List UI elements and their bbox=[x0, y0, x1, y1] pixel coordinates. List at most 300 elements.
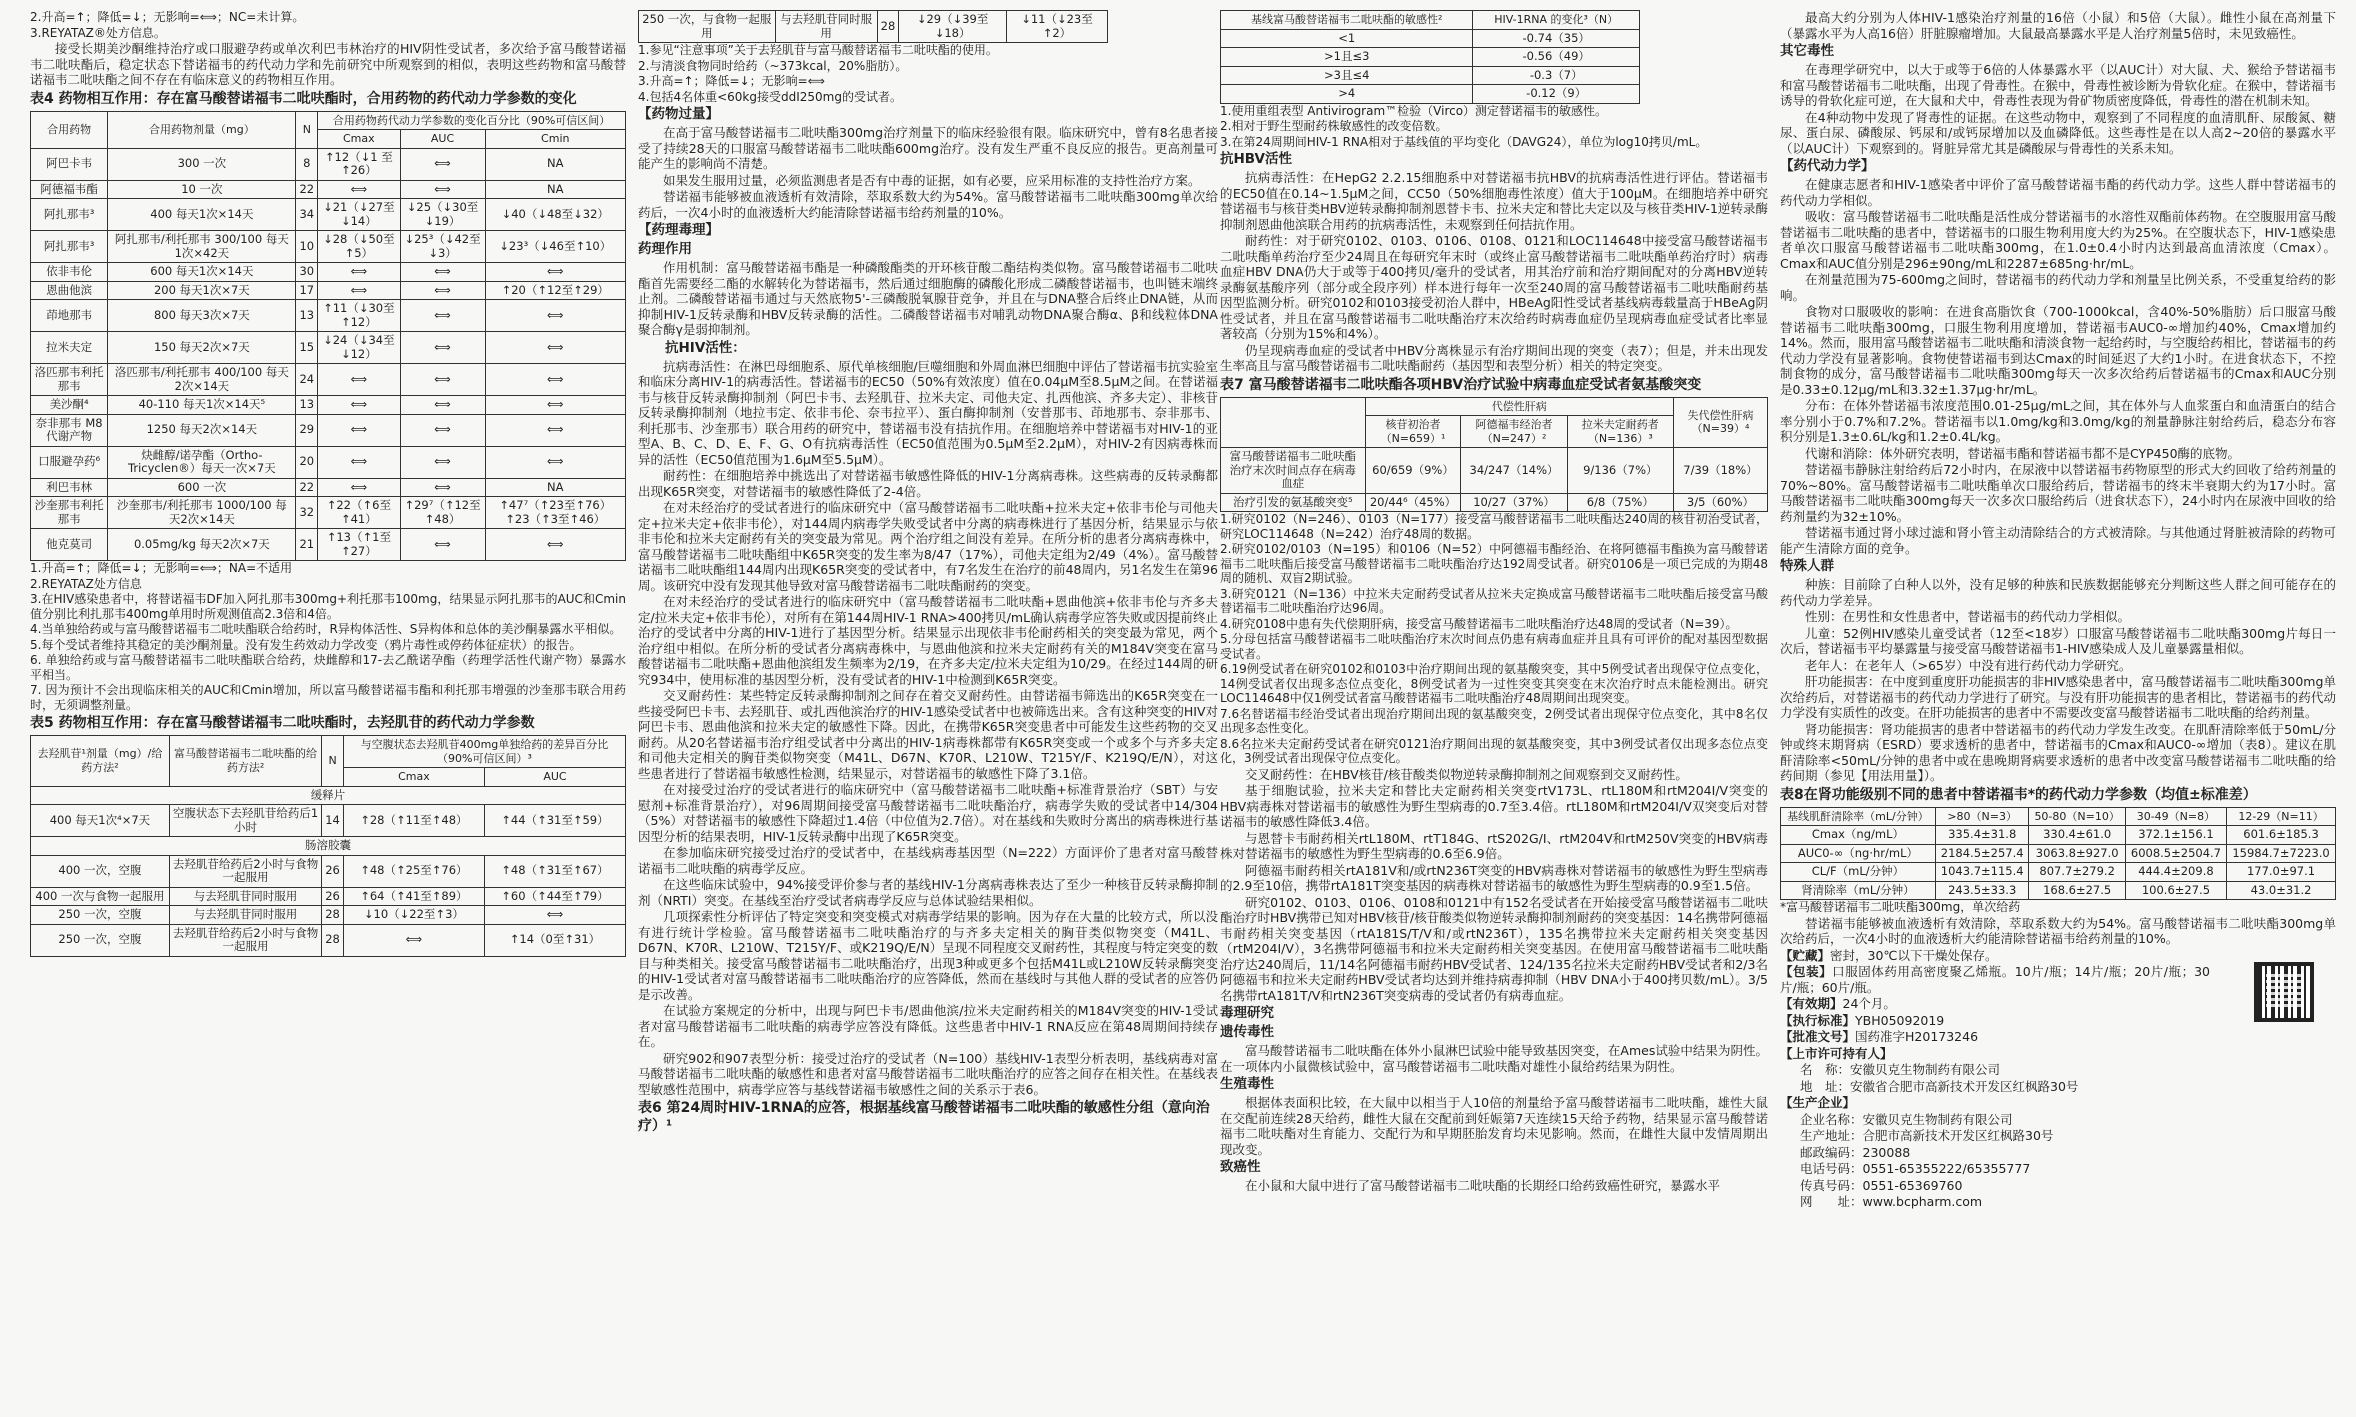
table-cell: 利巴韦林 bbox=[31, 478, 108, 497]
table-cell: CL/F（mL/分钟） bbox=[1781, 863, 1936, 882]
table-cell: 250 一次，空腹 bbox=[31, 906, 170, 925]
table-cell: 28 bbox=[877, 11, 899, 43]
table-cell: 28 bbox=[322, 924, 344, 956]
paragraph: 几项探索性分析评估了特定突变和突变模式对病毒学结果的影响。因为存在大量的比较方式，所以没有进行统计学检验。富马酸替诺福韦二吡呋酯治疗的与齐多夫定相关的胸苷类似物突变（M41L、D67N、K70R、L210W、T215Y/F、或K219Q/E/N）呈现不同程度交叉耐药性，其程度与特定突变的数目与种类相关。接受富马酸替诺福韦二吡呋酯治疗，出现3种或更多个包括M41L或L210W反转录酶突变的HIV-1受试者对富马酸替诺福韦二吡呋酯治疗的应答降低，然而在基线时与其他人群的受试者的应答仍是示改善。 bbox=[638, 909, 1218, 1002]
paragraph: 根据体表面积比较，在大鼠中以相当于人10倍的剂量给予富马酸替诺福韦二吡呋酯，雄性大鼠在交配前连续28天给药，雌性大鼠在交配前到妊娠第7天连续15天给予药物，结果显示富马酸替诺福韦二吡呋酯对生育能力、交配行为和早期胚胎发育均未见影响。然而，在雌性大鼠中发情周期出现改变。 bbox=[1220, 1095, 1768, 1157]
table-cell: 1250 每天2次×14天 bbox=[108, 414, 296, 446]
field-value: 安徽贝克生物制药有限公司 bbox=[1862, 1111, 2013, 1127]
field-label: 【贮藏】 bbox=[1780, 947, 1831, 963]
table-row bbox=[31, 855, 626, 887]
field-value: 密封，30℃以下干燥处保存。 bbox=[1830, 947, 1998, 963]
field-value: 安徽省合肥市高新技术开发区红枫路30号 bbox=[1850, 1078, 2079, 1094]
table-cell: 29 bbox=[296, 414, 318, 446]
table-cell: ↑22（↑6至↑41） bbox=[318, 497, 400, 529]
table-cell: 28 bbox=[322, 906, 344, 925]
footnote: 7. 因为预计不会出现临床相关的AUC和Cmin增加，所以富马酸替诺福韦酯和利托那韦增强的沙奎那韦联合用药时，无须调整剂量。 bbox=[30, 683, 626, 712]
field-label: 网 址： bbox=[1800, 1194, 1863, 1209]
table-row bbox=[1221, 29, 1640, 48]
package-line bbox=[1780, 964, 2210, 995]
table-cell: ↓25（↓30至↓19） bbox=[400, 199, 485, 231]
table-5-continued bbox=[638, 10, 1108, 43]
table-cell: -0.74（35） bbox=[1473, 29, 1640, 48]
field-value: YBH05092019 bbox=[1855, 1012, 1945, 1028]
table-cell: 243.5±33.3 bbox=[1935, 881, 2029, 900]
field-label: 【有效期】 bbox=[1780, 996, 1843, 1011]
paragraph: 在参加临床研究接受过治疗的受试者中，在基线病毒基因型（N=222）方面评价了患者对富马酸替诺福韦二吡呋酯的病毒学反应。 bbox=[638, 845, 1218, 876]
table-header-row bbox=[1781, 807, 2336, 826]
table-cell: 22 bbox=[296, 478, 318, 497]
table-row bbox=[1221, 493, 1768, 512]
paragraph: 老年人：在老年人（>65岁）中没有进行药代动力学研究。 bbox=[1805, 657, 2132, 673]
table-subheader: 缓释片 bbox=[31, 786, 626, 805]
footnote: 6. 单独给药或与富马酸替诺福韦二吡呋酯联合给药，炔雌醇和17-去乙酰诺孕酯（药理学活性代谢产物）暴露水平相当。 bbox=[30, 653, 626, 682]
table-cell: AUC0-∞（ng·hr/mL） bbox=[1781, 844, 1936, 863]
field-label: 传真号码： bbox=[1800, 1177, 1863, 1193]
table-cell: 14 bbox=[322, 805, 344, 837]
table-cell: 600 每天1次×14天 bbox=[108, 263, 296, 282]
subsection-heading: 其它毒性 bbox=[1780, 43, 1834, 59]
table-cell: >4 bbox=[1221, 85, 1473, 104]
table-cell: 34 bbox=[296, 199, 318, 231]
table-cell: 治疗引发的氨基酸突变⁵ bbox=[1221, 493, 1366, 512]
paragraph: 耐药性：在细胞培养中挑选出了对替诺福韦敏感性降低的HIV-1分离病毒株。这些病毒的反转录酶都出现K65R突变，对替诺福韦的敏感性降低了2-4倍。 bbox=[638, 468, 1218, 499]
table-row bbox=[31, 906, 626, 925]
table-cell: NA bbox=[485, 148, 625, 180]
table-cell: ⟺ bbox=[318, 263, 400, 282]
subsection-heading: 遗传毒性 bbox=[1220, 1024, 1274, 1040]
table-cell: ⟺ bbox=[400, 332, 485, 364]
table-cell: ⟺ bbox=[485, 332, 625, 364]
table-cell: 250 一次，空腹 bbox=[31, 924, 170, 956]
table-row bbox=[31, 529, 626, 561]
table-cell: ⟺ bbox=[400, 446, 485, 478]
table-cell: 400 每天1次⁴×7天 bbox=[31, 805, 170, 837]
table-cell: ⟺ bbox=[318, 396, 400, 415]
table-cell: ⟺ bbox=[485, 529, 625, 561]
table-cell: ⟺ bbox=[484, 906, 625, 925]
manufacturer-line bbox=[1800, 1194, 2210, 1210]
paragraph: 在毒理学研究中，以大于或等于6倍的人体暴露水平（以AUC计）对大鼠、犬、猴给予替诺福韦和富马酸替诺福韦二吡呋酯，出现了骨毒性。在猴中，骨毒性被诊断为骨软化症。在猴中，替诺福韦诱导的骨软化症可逆，在大鼠和犬中，骨毒性表现为骨矿物质密度降低，骨毒性的潜在机制未知。 bbox=[1780, 62, 2336, 108]
footnote: 2.与清淡食物同时给药（~373kcal，20%脂肪）。 bbox=[638, 58, 908, 73]
table-header: 去羟肌苷¹剂量（mg）/给药方法² bbox=[31, 736, 170, 787]
table-cell: ⟺ bbox=[400, 414, 485, 446]
table-cell: 400 每天1次×14天 bbox=[108, 199, 296, 231]
validity-line bbox=[1780, 996, 2210, 1012]
paragraph: 替诺福韦能够被血液透析有效清除，萃取系数大约为54%。富马酸替诺福韦二吡呋酯300mg单次给药后，一次4小时的血液透析大约能清除替诺福韦给药剂量的10%。 bbox=[638, 189, 1218, 220]
field-value: 国药准字H20173246 bbox=[1855, 1029, 1979, 1044]
footnote: 4.包括4名体重<60kg接受ddI250mg的受试者。 bbox=[638, 89, 902, 104]
table-row bbox=[31, 180, 626, 199]
table-cell: ↑48（↑31至↑67） bbox=[484, 855, 625, 887]
table-header: 30-49（N=8） bbox=[2125, 807, 2226, 826]
table-cell: 肾清除率（mL/分钟） bbox=[1781, 881, 1936, 900]
table-cell: ↑60（↑44至↑79） bbox=[484, 887, 625, 906]
footnote: 4.当单独给药或与富马酸替诺福韦二吡呋酯联合给药时，R异构体活性、S异构体和总体的美沙酮暴露水平相似。 bbox=[30, 622, 622, 636]
table-6-title: 表6 第24周时HIV-1RNA的应答，根据基线富马酸替诺福韦二吡呋酯的敏感性分组（意向治疗）¹ bbox=[638, 1100, 1210, 1134]
table-cell: NA bbox=[485, 180, 625, 199]
table-subheader: 肠溶胶囊 bbox=[31, 837, 626, 856]
table-header: N bbox=[322, 736, 344, 787]
field-value: 230088 bbox=[1862, 1144, 1911, 1160]
field-value: 口服固体药用高密度聚乙烯瓶。10片/瓶；14片/瓶；20片/瓶；30片/瓶；60片/瓶。 bbox=[1780, 964, 2210, 995]
table-cell: 10 bbox=[296, 231, 318, 263]
table-cell: Cmax（ng/mL） bbox=[1781, 826, 1936, 845]
table-cell: 7/39（18%） bbox=[1673, 448, 1767, 494]
column-4 bbox=[1780, 10, 2336, 1410]
table-cell: ↑13（↑1至↑27） bbox=[318, 529, 400, 561]
table-row bbox=[31, 300, 626, 332]
paragraph: 在对接受过治疗的受试者进行的临床研究中（富马酸替诺福韦二吡呋酯+标准背景治疗（SBT）与安慰剂+标准背景治疗），对96周期间接受富马酸替诺福韦二吡呋酯治疗，病毒学失败的受试者中14/304（5%）对替诺福韦的敏感性下降超过1.4倍（中位值为2.7倍）。对在基线和失败时分离出的病毒株进行基因型分析的结果表明，HIV-1反转录酶中出现了K65R突变。 bbox=[638, 782, 1218, 844]
subsection-heading: 毒理研究 bbox=[1220, 1005, 1274, 1021]
paragraph: 食物对口服吸收的影响：在进食高脂饮食（700-1000kcal，含40%-50%脂肪）后口服富马酸替诺福韦二吡呋酯300mg，口服生物利用度增加，替诺福韦AUC0-∞增加约40%，Cmax增加约14%。然而，服用富马酸替诺福韦二吡呋酯和清淡食物一起给药时，与空腹给药相比，替诺福韦的药代动力学没有显著影响。食物使替诺福韦到达Cmax的时间延迟了大约1小时。在进食状态下，不控制食物的成分，富马酸替诺福韦二吡呋酯300mg每天一次多次给药后替诺福韦的Cmax和AUC分别是0.33±0.12μg/mL和3.32±1.37μg·hr/mL。 bbox=[1780, 304, 2336, 397]
table-cell: ↑11（↓30至↑12） bbox=[318, 300, 400, 332]
table-header: AUC bbox=[484, 768, 625, 787]
table-header: 合用药物 bbox=[31, 111, 108, 148]
table-header: 拉米夫定耐药者（N=136）³ bbox=[1567, 416, 1673, 448]
paragraph: 基于细胞试验，拉米夫定和替比夫定耐药相关突变rtV173L、rtL180M和rtM204I/V突变的HBV病毒株对替诺福韦的敏感性为野生型病毒的0.7至3.4倍。rtL180M和rtM204I/V双突变后对替诺福韦的敏感性降低3.4倍。 bbox=[1220, 783, 1768, 829]
table-header: AUC bbox=[400, 130, 485, 149]
table-4 bbox=[30, 111, 626, 562]
table-cell: ⟺ bbox=[400, 180, 485, 199]
table-cell: ⟺ bbox=[318, 364, 400, 396]
footnote: 7.6名替诺福韦经治受试者出现治疗期间出现的氨基酸突变，2例受试者出现保守位点变化，其中8名仅出现多态性变化。 bbox=[1220, 706, 1768, 735]
table-cell: 空腹状态下去羟肌苷给药后1小时 bbox=[169, 805, 321, 837]
footnote: 5.每个受试者维持其稳定的美沙酮剂量。没有发生药效动力学改变（鸦片毒性或停药体征症状）的报告。 bbox=[30, 637, 582, 652]
table-cell: 口服避孕药⁶ bbox=[31, 446, 108, 478]
table-row bbox=[1781, 844, 2336, 863]
table-row bbox=[31, 199, 626, 231]
table-cell: 茚地那韦 bbox=[31, 300, 108, 332]
table-row bbox=[31, 148, 626, 180]
table-cell: 250 一次，与食物一起服用 bbox=[639, 11, 776, 43]
field-label: 名 称： bbox=[1800, 1062, 1851, 1077]
footnote: 3.研究0121（N=136）中拉米夫定耐药受试者从拉米夫定换成富马酸替诺福韦二吡呋酯后接受富马酸替诺福韦二吡呋酯治疗达96周。 bbox=[1220, 586, 1768, 615]
table-row bbox=[1221, 48, 1640, 67]
footnote: 2.升高=↑；降低=↓；无影响=⟺；NC=未计算。 bbox=[30, 10, 305, 24]
table-cell: 沙奎那韦/利托那韦 1000/100 每天2次×14天 bbox=[108, 497, 296, 529]
table-cell: ↑28（↑11至↑48） bbox=[343, 805, 484, 837]
table-cell: 15 bbox=[296, 332, 318, 364]
mah-name-line bbox=[1780, 1062, 2210, 1078]
table-row bbox=[31, 231, 626, 263]
table-cell: ⟺ bbox=[400, 529, 485, 561]
table-cell: 444.4±209.8 bbox=[2125, 863, 2226, 882]
manufacturer-line bbox=[1800, 1161, 2210, 1177]
paragraph: 交叉耐药性：某些特定反转录酶抑制剂之间存在着交叉耐药性。由替诺福韦筛选出的K65R突变在一些接受阿巴卡韦、去羟肌苷、或扎西他滨治疗的HIV-1感染受试者中也被筛选出来。含有这种突变的HIV对阿巴卡韦、恩曲他滨和拉米夫定的敏感性下降。因此，在携带K65R突变患者中可能发生这些药物的交叉耐药。从20名替诺福韦治疗组受试者中分离出的HIV-1病毒株都带有K65R突变或一个或多个与齐多夫定和司他夫定相关的胸苷类似物突变（M41L、D67N、K70R、L210W、T215Y/F、K219Q/E/N），对这些患者进行了替诺福韦敏感性检测，结果显示，对替诺福韦的敏感性下降了3.1倍。 bbox=[638, 688, 1218, 781]
paragraph: 肝功能损害：在中度到重度肝功能损害的非HIV感染患者中，富马酸替诺福韦二吡呋酯300mg单次给药后，对替诺福韦的药代动力学进行了研究。与没有肝功能损害的患者相比，替诺福韦的药代动力学没有实质性的改变。在肝功能损害的患者中不需要改变富马酸替诺福韦二吡呋酯的给药剂量。 bbox=[1780, 674, 2336, 720]
table-cell: 40-110 每天1次×14天⁵ bbox=[108, 396, 296, 415]
footnote: 2.研究0102/0103（N=195）和0106（N=52）中阿德福韦酯经治、在将阿德福韦酯换为富马酸替诺福韦二吡呋酯后接受富马酸替诺福韦二吡呋酯治疗达192周受试者。研究0106是一项已完成的为期48周的随机、双盲2期试验。 bbox=[1220, 542, 1768, 585]
paragraph: 代谢和消除：体外研究表明，替诺福韦酯和替诺福韦都不是CYP450酶的底物。 bbox=[1805, 445, 2241, 461]
table-row bbox=[31, 497, 626, 529]
table-8 bbox=[1780, 807, 2336, 901]
table-5 bbox=[30, 735, 626, 957]
field-label: 【上市许可持有人】 bbox=[1780, 1045, 1893, 1061]
table-row bbox=[1221, 66, 1640, 85]
approval-line bbox=[1780, 1029, 2210, 1045]
table-cell: 炔雌醇/诺孕酯（Ortho-Tricyclen®）每天一次×7天 bbox=[108, 446, 296, 478]
field-label: 邮政编码： bbox=[1800, 1144, 1863, 1160]
table-cell: ⟺ bbox=[400, 281, 485, 300]
footnote: 4.研究0108中患有失代偿期肝病，接受富马酸替诺福韦二吡呋酯治疗达48周的受试者（N=39）。 bbox=[1220, 616, 1738, 631]
table-cell: 阿扎那韦³ bbox=[31, 231, 108, 263]
column-3 bbox=[1220, 10, 1768, 1410]
footnote: 2.相对于野生型耐药株敏感性的改变倍数。 bbox=[1220, 119, 1448, 133]
footnote: 3.升高=↑；降低=↓；无影响=⟺ bbox=[638, 74, 825, 88]
table-cell: 17 bbox=[296, 281, 318, 300]
table-header: Cmax bbox=[318, 130, 400, 149]
table-cell: ⟺ bbox=[318, 180, 400, 199]
table-cell: 8 bbox=[296, 148, 318, 180]
field-label: 【批准文号】 bbox=[1780, 1029, 1856, 1044]
table-cell: NA bbox=[485, 478, 625, 497]
paragraph: 吸收：富马酸替诺福韦二吡呋酯是活性成分替诺福韦的水溶性双酯前体药物。在空腹服用富马酸替诺福韦二吡呋酯的患者中，替诺福韦的口服生物利用度大约为25%。在空腹状态下，HIV-1感染患者单次口服富马酸替诺福韦二吡呋酯300mg，在1.0±0.4小时内达到最高血清浓度（Cmax）。Cmax和AUC值分别是296±90ng/mL和2287±685ng·hr/mL。 bbox=[1780, 209, 2336, 271]
table-cell: ↓40（↓48至↓32） bbox=[485, 199, 625, 231]
table-cell: 335.4±31.8 bbox=[1935, 826, 2029, 845]
table-cell: 奈非那韦 M8代谢产物 bbox=[31, 414, 108, 446]
table-row bbox=[31, 414, 626, 446]
table-row bbox=[31, 887, 626, 906]
table-cell: 800 每天3次×7天 bbox=[108, 300, 296, 332]
table-cell: >3且≤4 bbox=[1221, 66, 1473, 85]
table-cell: -0.12（9） bbox=[1473, 85, 1640, 104]
table-cell: ⟺ bbox=[485, 414, 625, 446]
table-cell: 拉米夫定 bbox=[31, 332, 108, 364]
section-heading: 【药代动力学】 bbox=[1780, 158, 1875, 174]
section-heading: 【药理毒理】 bbox=[638, 222, 719, 238]
table-cell: 与去羟肌苷同时服用 bbox=[775, 11, 877, 43]
table-header: 基线富马酸替诺福韦二吡呋酯的敏感性² bbox=[1221, 11, 1473, 30]
table-cell: ⟺ bbox=[485, 263, 625, 282]
table-row bbox=[31, 364, 626, 396]
field-value: 合肥市高新技术开发区红枫路30号 bbox=[1862, 1128, 2054, 1143]
field-value: 0551-65355222/65355777 bbox=[1862, 1161, 2031, 1176]
table-cell: 恩曲他滨 bbox=[31, 281, 108, 300]
paragraph: 作用机制：富马酸替诺福韦酯是一种磷酸酯类的开环核苷酸二酯结构类似物。富马酸替诺福韦二吡呋酯首先需要经二酯的水解转化为替诺福韦，然后通过细胞酶的磷酸化形成二磷酸替诺福韦，也叫链末端终止剂。二磷酸替诺福韦通过与天然底物5'-三磷酸脱氧腺苷竞争，并且在与DNA整合后终止DNA链，从而抑制HIV-1反转录酶和HBV反转录酶的活性。二磷酸替诺福韦对哺乳动物DNA聚合酶α、β和线粒体DNA聚合酶γ是弱抑制剂。 bbox=[638, 260, 1218, 337]
table-cell: 807.7±279.2 bbox=[2029, 863, 2125, 882]
paragraph: 在对未经治疗的受试者进行的临床研究中（富马酸替诺福韦二吡呋酯+拉米夫定+依非韦伦与司他夫定+拉米夫定+依非韦伦），对144周内病毒学失败受试者中分离的病毒株进行了基因分析，结果显示与依非韦伦和拉米夫定耐药有关的突变最为常见。两个治疗组之间没有差异。在所分析的患者分离病毒株中，富马酸替诺福韦二吡呋酯组中K65R突变的发生率为8/47（17%），司他夫定组为2/49（4%）。富马酸替诺福韦二吡呋酯组144周内出现K65R突变的受试者中，有7名发生在治疗的前48周内，另1名发生在第96周。该研究中没有发现其他导致对富马酸替诺福韦二吡呋酯耐药的突变。 bbox=[638, 500, 1218, 593]
subsection-heading: 生殖毒性 bbox=[1220, 1076, 1274, 1092]
table-cell: 9/136（7%） bbox=[1567, 448, 1673, 494]
table-4-title: 表4 药物相互作用：存在富马酸替诺福韦二吡呋酯时，合用药物的药代动力学参数的变化 bbox=[30, 90, 577, 107]
table-header: 核苷初治者（N=659）¹ bbox=[1365, 416, 1461, 448]
table-row bbox=[31, 446, 626, 478]
table-cell: ↑20（↑12至↑29） bbox=[485, 281, 625, 300]
table-cell: 100.6±27.5 bbox=[2125, 881, 2226, 900]
paragraph: 在小鼠和大鼠中进行了富马酸替诺福韦二吡呋酯的长期经口给药致癌性研究，暴露水平 bbox=[1245, 1178, 1721, 1193]
table-cell: 15984.7±7223.0 bbox=[2227, 844, 2336, 863]
footnote: 6.19例受试者在研究0102和0103中治疗期间出现的氨基酸突变，其中5例受试者出现保守位点变化，14例受试者仅出现多态位点变化，8例受试者为一过性突变其突变在末次治疗时点未能检测出。研究LOC114648中仅1例受试者富马酸替诺福韦二吡呋酯治疗48周期间出现突变。 bbox=[1220, 662, 1768, 705]
table-cell: 富马酸替诺福韦二吡呋酯治疗末次时间点存在病毒血症 bbox=[1221, 448, 1366, 494]
table-cell: 20 bbox=[296, 446, 318, 478]
field-label: 生产地址： bbox=[1800, 1128, 1863, 1143]
table-header: 代偿性肝病 bbox=[1365, 397, 1673, 416]
table-cell: 去羟肌苷给药后2小时与食物一起服用 bbox=[169, 855, 321, 887]
table-cell: ↑64（↑41至↑89） bbox=[343, 887, 484, 906]
table-cell: ↓29（↓39至↓18） bbox=[899, 11, 1007, 43]
table-row bbox=[31, 396, 626, 415]
field-label: 【生产企业】 bbox=[1780, 1095, 1856, 1110]
table-header: 基线肌酐清除率（mL/分钟） bbox=[1781, 807, 1936, 826]
table-cell: ⟺ bbox=[400, 478, 485, 497]
table-cell: ⟺ bbox=[485, 446, 625, 478]
table-cell: 去羟肌苷给药后2小时与食物一起服用 bbox=[169, 924, 321, 956]
table-cell: ⟺ bbox=[400, 300, 485, 332]
table-cell: -0.3（7） bbox=[1473, 66, 1640, 85]
table-row bbox=[1781, 881, 2336, 900]
table-cell: 1043.7±115.4 bbox=[1935, 863, 2029, 882]
table-cell: 他克莫司 bbox=[31, 529, 108, 561]
table-cell: 30 bbox=[296, 263, 318, 282]
paragraph: 如果发生服用过量，必须监测患者是否有中毒的证据，如有必要，应采用标准的支持性治疗方案。 bbox=[663, 172, 1201, 188]
table-cell: 32 bbox=[296, 497, 318, 529]
table-header: 与空腹状态去羟肌苷400mg单独给药的差异百分比（90%可信区间）³ bbox=[343, 736, 625, 768]
table-cell: 6/8（75%） bbox=[1567, 493, 1673, 512]
table-cell: 0.05mg/kg 每天2次×7天 bbox=[108, 529, 296, 561]
table-cell: 330.4±61.0 bbox=[2029, 826, 2125, 845]
table-cell: ↑47⁷（↑23至↑76）↑23（↑3至↑46） bbox=[485, 497, 625, 529]
field-label: 企业名称： bbox=[1800, 1111, 1863, 1127]
table-header: >80（N=3） bbox=[1935, 807, 2029, 826]
table-cell: 10 一次 bbox=[108, 180, 296, 199]
subsection-heading: 抗HIV活性： bbox=[665, 339, 746, 356]
qr-code-icon bbox=[2254, 962, 2314, 1022]
table-header bbox=[1221, 397, 1366, 448]
table-cell: ↑12（↓1 至↑26） bbox=[318, 148, 400, 180]
paragraph: 交叉耐药性：在HBV核苷/核苷酸类似物逆转录酶抑制剂之间观察到交叉耐药性。 bbox=[1245, 766, 1688, 782]
paragraph: 最高大约分别为人体HIV-1感染治疗剂量的16倍（小鼠）和5倍（大鼠）。雌性小鼠在高剂量下（暴露水平为人高16倍）肝脏腺瘤增加。大鼠最高暴露水平是人治疗剂量5倍时，未见致癌性。 bbox=[1780, 10, 2336, 41]
paragraph: 接受长期美沙酮维持治疗或口服避孕药或单次利巴韦林治疗的HIV阴性受试者，多次给予富马酸替诺福韦二吡呋酯后，稳定状态下替诺福韦的药代动力学和先前研究中所观察到的相似，表明这些药物和富马酸替诺福韦二吡呋酯之间不存在有临床意义的药物相互作用。 bbox=[30, 41, 626, 87]
footnote: 3.在第24周期间HIV-1 RNA相对于基线值的平均变化（DAVG24），单位为log10拷贝/mL。 bbox=[1220, 134, 1708, 149]
table-row bbox=[1781, 863, 2336, 882]
standard-line bbox=[1780, 1013, 2210, 1029]
manufacturer-heading bbox=[1780, 1095, 2210, 1111]
table-cell: 13 bbox=[296, 396, 318, 415]
table-cell: ⟺ bbox=[485, 396, 625, 415]
table-cell: 21 bbox=[296, 529, 318, 561]
paragraph: 抗病毒活性：在HepG2 2.2.15细胞系中对替诺福韦抗HBV的抗病毒活性进行评估。替诺福韦的EC50值在0.14~1.5μM之间，CC50（50%细胞毒性浓度）值大于100μM。在细胞培养中研究替诺福韦与核苷类HBV逆转录酶抑制剂恩替卡韦、拉米夫定和替比夫定以及与核苷类HIV-1逆转录酶抑制剂恩曲他滨联合用药的抗病毒活性，未观察到任何拮抗作用。 bbox=[1220, 170, 1768, 232]
table-cell: ↓28（↓50至↑5） bbox=[318, 231, 400, 263]
manufacturer-line bbox=[1800, 1178, 2210, 1194]
table-cell: ⟺ bbox=[400, 148, 485, 180]
paragraph: 性别：在男性和女性患者中，替诺福韦的药代动力学相似。 bbox=[1805, 609, 2131, 624]
table-header: N bbox=[296, 111, 318, 148]
table-cell: 372.1±156.1 bbox=[2125, 826, 2226, 845]
paragraph: 仍呈现病毒血症的受试者中HBV分离株显示有治疗期间出现的突变（表7）；但是，并未出现发生率高且与富马酸替诺福韦二吡呋酯耐药（基因型和表型分析）相关的特定突变。 bbox=[1220, 342, 1768, 373]
table-cell: 与去羟肌苷同时服用 bbox=[169, 906, 321, 925]
table-cell: 168.6±27.5 bbox=[2029, 881, 2125, 900]
table-cell: ↑48（↑25至↑76） bbox=[343, 855, 484, 887]
footnote: 1.研究0102（N=246）、0103（N=177）接受富马酸替诺福韦二吡呋酯达240周的核苷初治受试者，研究LOC114648（N=242）治疗48周的数据。 bbox=[1220, 512, 1768, 541]
manufacturer-line bbox=[1800, 1145, 2210, 1161]
paragraph: 替诺福韦通过肾小球过滤和肾小管主动清除结合的方式被清除。与其他通过肾脏被清除的药物可能产生清除方面的竞争。 bbox=[1780, 525, 2336, 556]
section-heading: 【药物过量】 bbox=[638, 106, 719, 122]
table-header: Cmin bbox=[485, 130, 625, 149]
paragraph: 抗病毒活性：在淋巴母细胞系、原代单核细胞/巨噬细胞和外周血淋巴细胞中评估了替诺福韦抗实验室和临床分离HIV-1的病毒活性。替诺福韦的EC50（50%有效浓度）值在0.04μM至8.5μM之间。在替诺福韦与核苷反转录酶抑制剂（阿巴卡韦、去羟肌苷、拉米夫定、司他夫定、扎西他滨、齐多夫定）、非核苷反转录酶抑制剂（地拉韦定、依非韦伦、奈韦拉平）、蛋白酶抑制剂（安普那韦、茚地那韦、奈非那韦、利托那韦、沙奎那韦）联合用药的研究中，替诺福韦没有拮抗作用。在细胞培养中替诺福韦对HIV-1的亚型A、B、C、D、E、F、G、O有抗病毒活性（EC50值范围为0.5μM至2.2μM），对HIV-2有因病毒株而异的活性（EC50值范围为1.6μM至5.5μM）。 bbox=[638, 358, 1218, 467]
footnote: 5.分母包括富马酸替诺福韦二吡呋酯治疗末次时间点仍患有病毒血症并且具有可评价的配对基因型数据受试者。 bbox=[1220, 632, 1768, 661]
paragraph: 与恩替卡韦耐药相关rtL180M、rtT184G、rtS202G/I、rtM204V和rtM250V突变的HBV病毒株对替诺福韦的敏感性为野生型病毒的0.6至6.9倍。 bbox=[1220, 830, 1768, 861]
table-cell: 依非韦伦 bbox=[31, 263, 108, 282]
table-row bbox=[31, 478, 626, 497]
paragraph: 儿童：52例HIV感染儿童受试者（12至<18岁）口服富马酸替诺福韦二吡呋酯300mg片每日一次后，替诺福韦平均暴露量与接受富马酸替诺福韦1-HIV感染成人及儿童暴露量相似。 bbox=[1780, 625, 2336, 656]
footnote: 1.使用重组表型 Antivirogram™检验（Virco）测定替诺福韦的敏感性。 bbox=[1220, 103, 1608, 118]
paragraph: 在4种动物中发现了肾毒性的证据。在这些动物中，观察到了不同程度的血清肌酐、尿酸氮、糖尿、蛋白尿、磷酸尿、钙尿和/或钙尿增加以及血磷降低。这些毒性是在以人高2~20倍的暴露水平（以AUC计）下观察到的。肾脏异常尤其是磷酸尿与骨毒性的关系未知。 bbox=[1780, 109, 2336, 156]
table-cell: 26 bbox=[322, 855, 344, 887]
table-cell: ⟺ bbox=[400, 364, 485, 396]
subsection-heading: 抗HBV活性 bbox=[1220, 151, 1292, 167]
paragraph: 在对未经治疗的受试者进行的临床研究中（富马酸替诺福韦二吡呋酯+恩曲他滨+依非韦伦与齐多夫定/拉米夫定+依非韦伦），对所有在第144周HIV-1 RNA>400拷贝/mL确认病毒学应答失败或因提前终止治疗的受试者中分离的HIV-1进行了基因型分析。结果显示出现依非韦伦耐药相关的突变最为常见，两个治疗组中相似。在所分析的受试者分离病毒株中，与恩曲他滨和拉米夫定耐药有关的M184V突变在富马酸替诺福韦二吡呋酯+恩曲他滨组发生频率为2/19，在齐多夫定/拉米夫定组为10/29。在经过144周的研究934中，使用标准的基因型分析，没有受试者的HIV-1中检测到K65R突变。 bbox=[638, 594, 1218, 687]
table-7 bbox=[1220, 397, 1768, 513]
paragraph: 阿德福韦耐药相关rtA181V和/或rtN236T突变的HBV病毒株对替诺福韦的敏感性为野生型病毒的2.9至10倍，携带rtA181T突变基因的病毒株对替诺福韦的敏感性为野生型病毒的0.9至1.5倍。 bbox=[1220, 862, 1768, 893]
table-5-title: 表5 药物相互作用：存在富马酸替诺福韦二吡呋酯时，去羟肌苷的药代动力学参数 bbox=[30, 715, 535, 731]
table-cell: ⟺ bbox=[318, 414, 400, 446]
table-cell: 阿德福韦酯 bbox=[31, 180, 108, 199]
mah-heading bbox=[1780, 1046, 2210, 1062]
table-cell: ↓10（↓22至↑3） bbox=[343, 906, 484, 925]
table-cell: ↓11（↓23至↑2） bbox=[1006, 11, 1107, 43]
table-cell: ⟺ bbox=[400, 396, 485, 415]
paragraph: 在健康志愿者和HIV-1感染者中评价了富马酸替诺福韦酯的药代动力学。这些人群中替诺福韦的药代动力学相似。 bbox=[1780, 177, 2336, 208]
table-cell: 阿扎那韦/利托那韦 300/100 每天1次×42天 bbox=[108, 231, 296, 263]
table-cell: -0.56（49） bbox=[1473, 48, 1640, 67]
paragraph: 在高于富马酸替诺福韦二吡呋酯300mg治疗剂量下的临床经验很有限。临床研究中，曾有8名患者接受了持续28天的口服富马酸替诺福韦二吡呋酯600mg治疗。没有发生严重不良反应的报告。更高剂量可能产生的影响尚不清楚。 bbox=[638, 125, 1218, 171]
table-row bbox=[639, 11, 1108, 43]
field-label: 地 址： bbox=[1800, 1078, 1851, 1094]
paragraph: 替诺福韦静脉注射给药后72小时内，在尿液中以替诺福韦药物原型的形式大约回收了给药剂量的70%~80%。富马酸替诺福韦二吡呋酯单次口服给药后，替诺福韦的终末半衰期大约为17小时。富马酸替诺福韦二吡呋酯300mg每天一次多次口服给药后（进食状态下），24小时内在尿液中回收的给药剂量约为32±10%。 bbox=[1780, 462, 2336, 524]
table-header: 合用药物剂量（mg） bbox=[108, 111, 296, 148]
table-row bbox=[1781, 826, 2336, 845]
table-cell: 600 一次 bbox=[108, 478, 296, 497]
field-value: 24个月。 bbox=[1842, 996, 1896, 1011]
table-cell: 150 每天2次×7天 bbox=[108, 332, 296, 364]
table-row bbox=[1221, 448, 1768, 494]
table-cell: 177.0±97.1 bbox=[2227, 863, 2336, 882]
subsection-heading: 药理作用 bbox=[638, 241, 692, 257]
table-cell: ⟺ bbox=[485, 300, 625, 332]
table-cell: 沙奎那韦利托那韦 bbox=[31, 497, 108, 529]
field-value: 0551-65369760 bbox=[1862, 1177, 1963, 1193]
footnote: *富马酸替诺福韦二吡呋酯300mg，单次给药 bbox=[1780, 900, 2021, 914]
table-cell: ⟺ bbox=[485, 364, 625, 396]
manufacturer-line bbox=[1800, 1112, 2210, 1128]
table-header: 富马酸替诺福韦二吡呋酯的给药方法² bbox=[169, 736, 321, 787]
paragraph: 种族：目前除了白种人以外，没有足够的种族和民族数据能够充分判断这些人群之间可能存在的药代动力学差异。 bbox=[1780, 577, 2336, 608]
footnote: 2.REYATAZ处方信息 bbox=[30, 576, 142, 591]
table-cell: 6008.5±2504.7 bbox=[2125, 844, 2226, 863]
storage-line bbox=[1780, 948, 2210, 964]
table-cell: ↑44（↑31至↑59） bbox=[484, 805, 625, 837]
paragraph: 分布：在体外替诺福韦浓度范围0.01-25μg/mL之间，其在体外与人血浆蛋白和血清蛋白的结合率分别小于0.7%和7.2%。替诺福韦以1.0mg/kg和3.0mg/kg的剂量静脉注射给药后，稳态分布容积分别是1.3±0.6L/kg和1.2±0.4L/kg。 bbox=[1780, 398, 2336, 444]
footnote: 8.6名拉米夫定耐药受试者在研究0121治疗期间出现的氨基酸突变，其中3例受试者仅出现多态位点变化，3例受试者出现保守位点变化。 bbox=[1220, 736, 1768, 765]
table-cell: 美沙酮⁴ bbox=[31, 396, 108, 415]
subsection-heading: 特殊人群 bbox=[1780, 558, 1834, 574]
table-cell: 26 bbox=[322, 887, 344, 906]
footnote: 1.参见“注意事项”关于去羟肌苷与富马酸替诺福韦二吡呋酯的使用。 bbox=[638, 43, 998, 57]
table-cell: 400 一次与食物一起服用 bbox=[31, 887, 170, 906]
paragraph: 研究0102、0103、0106、0108和0121中有152名受试者在开始接受富马酸替诺福韦二吡呋酯治疗时HBV携带已知对HBV核苷/核苷酸类似物逆转录酶抑制剂耐药的突变基因：14名携带阿德福韦耐药相关突变基因（rtA181S/T/V和/或rtN236T），135名携带拉米夫定耐药相关突变基因（rtM204I/V），3名携带阿德福韦和拉米夫定耐药相关突变基因。在使用富马酸替诺福韦二吡呋酯治疗达240周后，11/14名阿德福韦耐药HBV受试者、124/135名拉米夫定耐药HBV受试者和2/3名阿德福韦和拉米夫定耐药HBV受试者均达到并维持病毒抑制（HBV DNA小于400拷贝数/mL）。3/5名携带rtA181T/V和rtN236T突变病毒的受试者仍有病毒血症。 bbox=[1220, 894, 1768, 1003]
table-cell: 3/5（60%） bbox=[1673, 493, 1767, 512]
table-cell: ↓21（↓27至↓14） bbox=[318, 199, 400, 231]
table-row bbox=[31, 332, 626, 364]
table-cell: ↓23³（↓46至↑10） bbox=[485, 231, 625, 263]
field-value: 安徽贝克生物制药有限公司 bbox=[1850, 1062, 2001, 1077]
table-cell: 3063.8±927.0 bbox=[2029, 844, 2125, 863]
column-1 bbox=[30, 10, 626, 1410]
paragraph: 肾功能损害：肾功能损害的患者中替诺福韦的药代动力学发生改变。在肌酐清除率低于50mL/分钟或终末期肾病（ESRD）要求透析的患者中，替诺福韦的Cmax和AUC0-∞增加（表8）。建议在肌酐清除率<50mL/分钟的患者中或在患晚期肾病要求透析的患者中改变富马酸替诺福韦二吡呋酯的给药间期（参见【用法用量】）。 bbox=[1780, 721, 2336, 783]
table-cell: ⟺ bbox=[343, 924, 484, 956]
paragraph: 在这些临床试验中，94%接受评价参与者的基线HIV-1分离病毒株表达了至少一种核苷反转录酶抑制剂（NRTI）突变。在基线至治疗受试者病毒学反应与总体试验结果相似。 bbox=[638, 877, 1218, 908]
table-cell: ↑14（0至↑31） bbox=[484, 924, 625, 956]
